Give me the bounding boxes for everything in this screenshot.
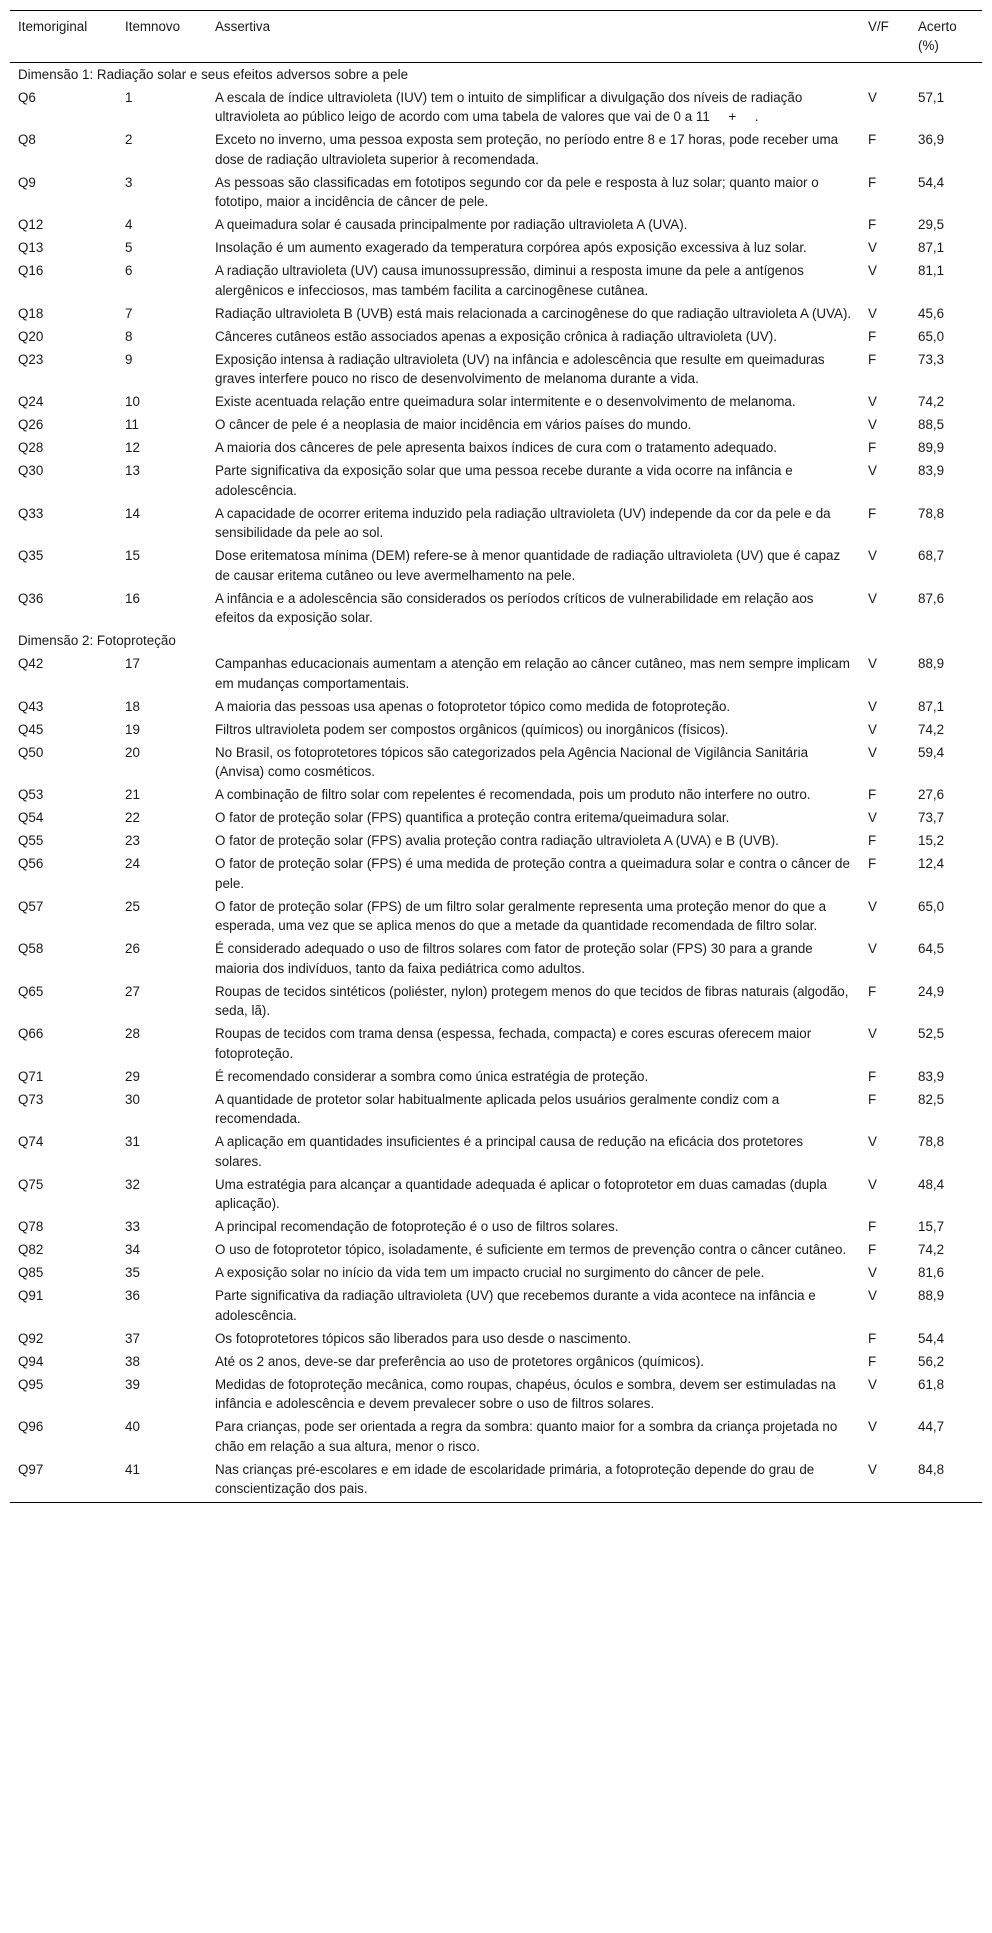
table-container <box>10 10 982 1503</box>
cell-true-false: V <box>868 305 877 321</box>
table-row <box>10 1239 982 1262</box>
cell-statement: Existe acentuada relação entre queimadura solar intermitente e o desenvolvimento de melanoma. <box>215 394 796 410</box>
cell-true-false: F <box>868 351 877 367</box>
cell-true-false: V <box>868 417 877 433</box>
cell-item-new: 27 <box>125 983 140 999</box>
table-row <box>10 391 982 414</box>
cell-statement: O fator de proteção solar (FPS) de um filtro solar geralmente representa uma proteção menor do que a esperada, uma vez que se aplica menos do que a metade da quantidade recomendada de filtro solar. <box>215 898 827 934</box>
table-row <box>10 1173 982 1216</box>
cell-statement: O fator de proteção solar (FPS) é uma medida de proteção contra a queimadura solar e contra o câncer de pele. <box>215 856 850 891</box>
cell-true-false: F <box>868 1219 877 1235</box>
cell-true-false: F <box>868 983 877 999</box>
cell-item-original: Q33 <box>18 505 44 521</box>
header-accuracy: Acerto (%) <box>910 11 982 63</box>
cell-accuracy: 15,2 <box>918 833 945 849</box>
cell-accuracy: 88,9 <box>918 656 945 672</box>
cell-true-false: F <box>868 1242 877 1258</box>
cell-true-false: V <box>868 1265 877 1281</box>
cell-statement: Insolação é um aumento exagerado da temperatura corpórea após exposição excessiva à luz solar. <box>215 240 807 256</box>
cell-item-new: 41 <box>117 1458 207 1502</box>
cell-statement: A escala de índice ultravioleta (IUV) tem o intuito de simplificar a divulgação dos níveis de radiação ultravioleta ao público leigo de acordo com uma tabela de valores que vai de 0 a 11 + . <box>215 89 803 125</box>
cell-accuracy: 27,6 <box>918 787 945 803</box>
cell-accuracy: 73,3 <box>918 351 945 367</box>
table-row <box>10 853 982 896</box>
cell-accuracy: 84,8 <box>910 1458 982 1502</box>
cell-accuracy: 87,1 <box>918 698 945 714</box>
cell-accuracy: 81,6 <box>918 1265 945 1281</box>
table-row <box>10 980 982 1023</box>
table-row <box>10 718 982 741</box>
cell-item-original: Q43 <box>18 698 44 714</box>
cell-accuracy: 83,9 <box>918 1068 945 1084</box>
cell-item-new: 23 <box>125 833 140 849</box>
cell-item-new: 37 <box>125 1330 140 1346</box>
cell-item-original: Q57 <box>18 898 44 914</box>
cell-item-original: Q85 <box>18 1265 44 1281</box>
table-row <box>10 325 982 348</box>
cell-accuracy: 65,0 <box>918 328 945 344</box>
cell-accuracy: 57,1 <box>918 89 945 105</box>
table-row <box>10 171 982 214</box>
cell-statement: A combinação de filtro solar com repelentes é recomendada, pois um produto não interfere no outro. <box>215 787 811 803</box>
cell-item-original: Q26 <box>18 417 44 433</box>
table-row <box>10 502 982 545</box>
cell-item-original: Q24 <box>18 394 44 410</box>
cell-accuracy: 74,2 <box>918 1242 945 1258</box>
cell-true-false: F <box>868 217 877 233</box>
cell-item-original: Q58 <box>18 941 44 957</box>
cell-statement: Até os 2 anos, deve-se dar preferência ao uso de protetores orgânicos (químicos). <box>215 1353 705 1369</box>
cell-accuracy: 83,9 <box>918 463 945 479</box>
cell-accuracy: 68,7 <box>918 548 945 564</box>
cell-true-false: V <box>868 1376 877 1392</box>
cell-item-new: 6 <box>125 263 133 279</box>
cell-item-original: Q12 <box>18 217 44 233</box>
table-row <box>10 807 982 830</box>
cell-accuracy: 78,8 <box>918 1134 945 1150</box>
table-row <box>10 237 982 260</box>
table-row <box>10 1458 982 1502</box>
cell-item-new: 4 <box>125 217 133 233</box>
cell-item-original: Q74 <box>18 1134 44 1150</box>
cell-accuracy: 52,5 <box>918 1026 945 1042</box>
cell-item-original: Q55 <box>18 833 44 849</box>
cell-statement: Roupas de tecidos sintéticos (poliéster, nylon) protegem menos do que tecidos de fibras naturais (algodão, seda, lã). <box>215 983 849 1019</box>
cell-statement: Os fotoprotetores tópicos são liberados para uso desde o nascimento. <box>215 1330 632 1346</box>
cell-statement: Radiação ultravioleta B (UVB) está mais relacionada a carcinogênese do que radiação ultravioleta A (UVA). <box>215 305 852 321</box>
cell-item-original: Q73 <box>18 1091 44 1107</box>
cell-item-original: Q16 <box>18 263 44 279</box>
cell-item-original: Q56 <box>18 856 44 872</box>
cell-true-false: V <box>868 1176 877 1192</box>
cell-accuracy: 36,9 <box>918 132 945 148</box>
cell-item-new: 24 <box>125 856 140 872</box>
cell-item-original: Q91 <box>18 1288 44 1304</box>
cell-item-original: Q54 <box>18 810 44 826</box>
cell-statement: Exposição intensa à radiação ultravioleta (UV) na infância e adolescência que resulte em queimaduras graves interfere pouco no risco de desenvolvimento de melanoma durante a vida. <box>215 351 825 387</box>
cell-accuracy: 73,7 <box>918 810 945 826</box>
table-row <box>10 129 982 172</box>
cell-true-false: V <box>868 810 877 826</box>
table-row <box>10 784 982 807</box>
cell-accuracy: 54,4 <box>918 1330 945 1346</box>
cell-true-false: F <box>868 1068 877 1084</box>
header-item-new: Itemnovo <box>117 11 207 63</box>
cell-item-original: Q96 <box>18 1419 44 1435</box>
cell-item-new: 40 <box>125 1419 140 1435</box>
cell-statement: A maioria das pessoas usa apenas o fotoprotetor tópico como medida de fotoproteção. <box>215 698 731 714</box>
cell-true-false: F <box>868 1091 877 1107</box>
table-row <box>10 695 982 718</box>
cell-accuracy: 88,5 <box>918 417 945 433</box>
cell-item-original: Q18 <box>18 305 44 321</box>
cell-item-new: 12 <box>125 440 140 456</box>
cell-statement: A quantidade de protetor solar habitualmente aplicada pelos usuários geralmente condiz com a recomendada. <box>215 1091 780 1127</box>
cell-item-new: 20 <box>125 744 140 760</box>
cell-statement: Parte significativa da radiação ultravioleta (UV) que recebemos durante a vida acontece na infância e adolescência. <box>215 1288 816 1323</box>
cell-item-new: 29 <box>125 1068 140 1084</box>
cell-statement: É considerado adequado o uso de filtros solares com fator de proteção solar (FPS) 30 para a grande maioria dos indivíduos, tanto da faixa pediátrica como adultos. <box>215 941 813 976</box>
table-row <box>10 1065 982 1088</box>
cell-item-new: 32 <box>125 1176 140 1192</box>
cell-item-new: 13 <box>125 463 140 479</box>
table-row <box>10 437 982 460</box>
cell-accuracy: 87,6 <box>918 590 945 606</box>
cell-true-false: F <box>868 440 877 456</box>
table-row <box>10 1131 982 1174</box>
table-body <box>10 63 982 1503</box>
header-true-false: V/F <box>860 11 910 63</box>
cell-item-original: Q94 <box>18 1353 44 1369</box>
cell-item-original: Q50 <box>18 744 44 760</box>
table-row <box>10 1416 982 1459</box>
cell-item-original: Q30 <box>18 463 44 479</box>
cell-true-false: V <box>868 1134 877 1150</box>
cell-statement: O câncer de pele é a neoplasia de maior incidência em vários países do mundo. <box>215 417 692 433</box>
cell-item-new: 10 <box>125 394 140 410</box>
cell-item-new: 21 <box>125 787 140 803</box>
cell-item-original: Q13 <box>18 240 44 256</box>
cell-accuracy: 56,2 <box>918 1353 945 1369</box>
cell-true-false: V <box>868 1026 877 1042</box>
cell-item-new: 36 <box>125 1288 140 1304</box>
cell-item-new: 17 <box>125 656 140 672</box>
section-title: Dimensão 2: Fotoproteção <box>18 633 176 649</box>
table-row <box>10 302 982 325</box>
cell-item-new: 3 <box>125 174 133 190</box>
section-title: Dimensão 1: Radiação solar e seus efeitos adversos sobre a pele <box>18 66 409 82</box>
table-row <box>10 587 982 630</box>
cell-item-new: 22 <box>125 810 140 826</box>
cell-statement: Campanhas educacionais aumentam a atenção em relação ao câncer cutâneo, mas nem sempre implicam em mudanças comportamentais. <box>215 656 850 691</box>
table-row <box>10 1262 982 1285</box>
cell-statement: É recomendado considerar a sombra como única estratégia de proteção. <box>215 1068 649 1084</box>
cell-accuracy: 29,5 <box>918 217 945 233</box>
table-row <box>10 938 982 981</box>
table-row <box>10 1088 982 1131</box>
data-table <box>10 10 982 1503</box>
cell-statement: Exceto no inverno, uma pessoa exposta sem proteção, no período entre 8 e 17 horas, pode receber uma dose de radiação ultravioleta superior à recomendada. <box>215 132 839 167</box>
cell-true-false: V <box>868 89 877 105</box>
cell-item-original: Q23 <box>18 351 44 367</box>
table-row <box>10 545 982 588</box>
cell-true-false: F <box>868 174 877 190</box>
cell-statement: A maioria dos cânceres de pele apresenta baixos índices de cura com o tratamento adequado. <box>215 440 778 456</box>
cell-statement: A infância e a adolescência são considerados os períodos críticos de vulnerabilidade em relação aos efeitos da exposição solar. <box>215 590 814 626</box>
cell-item-original: Q97 <box>10 1458 117 1502</box>
cell-item-new: 28 <box>125 1026 140 1042</box>
cell-accuracy: 45,6 <box>918 305 945 321</box>
cell-statement: Roupas de tecidos com trama densa (espessa, fechada, compacta) e cores escuras oferecem maior fotoproteção. <box>215 1026 812 1061</box>
cell-item-original: Q8 <box>18 132 36 148</box>
table-row <box>10 348 982 391</box>
table-row <box>10 895 982 938</box>
cell-statement: O fator de proteção solar (FPS) avalia proteção contra radiação ultravioleta A (UVA) e B (UVB). <box>215 833 779 849</box>
cell-statement: Nas crianças pré-escolares e em idade de escolaridade primária, a fotoproteção depende do grau de conscientização dos pais. <box>207 1458 860 1502</box>
cell-item-new: 25 <box>125 898 140 914</box>
cell-true-false: V <box>868 744 877 760</box>
cell-statement: As pessoas são classificadas em fototipos segundo cor da pele e resposta à luz solar; quanto maior o fototipo, maior a incidência de câncer de pele. <box>215 174 819 210</box>
cell-accuracy: 61,8 <box>918 1376 945 1392</box>
cell-true-false: F <box>868 1330 877 1346</box>
cell-item-original: Q20 <box>18 328 44 344</box>
cell-item-original: Q45 <box>18 721 44 737</box>
cell-true-false: V <box>868 240 877 256</box>
cell-accuracy: 24,9 <box>918 983 945 999</box>
cell-statement: A exposição solar no início da vida tem um impacto crucial no surgimento do câncer de pele. <box>215 1265 765 1281</box>
table-row <box>10 1023 982 1066</box>
cell-true-false: F <box>868 1353 877 1369</box>
cell-item-original: Q36 <box>18 590 44 606</box>
cell-statement: No Brasil, os fotoprotetores tópicos são categorizados pela Agência Nacional de Vigilância Sanitária (Anvisa) como cosméticos. <box>215 744 809 780</box>
cell-item-original: Q95 <box>18 1376 44 1392</box>
cell-true-false: V <box>868 590 877 606</box>
cell-item-new: 18 <box>125 698 140 714</box>
cell-item-original: Q28 <box>18 440 44 456</box>
cell-accuracy: 82,5 <box>918 1091 945 1107</box>
table-row <box>10 1350 982 1373</box>
cell-accuracy: 74,2 <box>918 394 945 410</box>
table-row <box>10 1216 982 1239</box>
table-row <box>10 741 982 784</box>
cell-item-original: Q92 <box>18 1330 44 1346</box>
cell-item-new: 35 <box>125 1265 140 1281</box>
cell-accuracy: 44,7 <box>918 1419 945 1435</box>
cell-item-new: 38 <box>125 1353 140 1369</box>
cell-item-original: Q6 <box>18 89 36 105</box>
cell-accuracy: 74,2 <box>918 721 945 737</box>
cell-true-false: F <box>868 328 877 344</box>
table-row <box>10 414 982 437</box>
cell-item-new: 9 <box>125 351 133 367</box>
header-row <box>10 11 982 63</box>
cell-item-new: 26 <box>125 941 140 957</box>
cell-item-new: 39 <box>125 1376 140 1392</box>
cell-accuracy: 15,7 <box>918 1219 945 1235</box>
cell-true-false: V <box>868 394 877 410</box>
cell-item-new: 16 <box>125 590 140 606</box>
cell-statement: Parte significativa da exposição solar que uma pessoa recebe durante a vida ocorre na infância e adolescência. <box>215 463 793 498</box>
cell-item-new: 15 <box>125 548 140 564</box>
cell-true-false: F <box>868 833 877 849</box>
cell-statement: O fator de proteção solar (FPS) quantifica a proteção contra eritema/queimadura solar. <box>215 810 730 826</box>
cell-accuracy: 89,9 <box>918 440 945 456</box>
cell-statement: A principal recomendação de fotoproteção é o uso de filtros solares. <box>215 1219 619 1235</box>
cell-true-false: V <box>868 721 877 737</box>
table-row <box>10 214 982 237</box>
cell-statement: Medidas de fotoproteção mecânica, como roupas, chapéus, óculos e sombra, devem ser estimuladas na infância e adolescência e devem prevalecer sobre o uso de filtros solares. <box>215 1376 836 1412</box>
cell-item-original: Q75 <box>18 1176 44 1192</box>
header-statement: Assertiva <box>207 11 860 63</box>
cell-true-false: V <box>868 548 877 564</box>
cell-item-original: Q66 <box>18 1026 44 1042</box>
cell-true-false: F <box>868 787 877 803</box>
cell-true-false: V <box>860 1458 910 1502</box>
cell-item-new: 11 <box>125 417 139 433</box>
cell-true-false: V <box>868 463 877 479</box>
cell-item-new: 19 <box>125 721 140 737</box>
table-row <box>10 1327 982 1350</box>
cell-statement: Filtros ultravioleta podem ser compostos orgânicos (químicos) ou inorgânicos (físicos). <box>215 721 729 737</box>
cell-item-original: Q42 <box>18 656 44 672</box>
cell-accuracy: 88,9 <box>918 1288 945 1304</box>
cell-true-false: V <box>868 656 877 672</box>
table-row <box>10 1285 982 1328</box>
table-header <box>10 11 982 63</box>
table-row <box>10 1373 982 1416</box>
cell-true-false: F <box>868 856 877 872</box>
cell-true-false: V <box>868 1288 877 1304</box>
cell-statement: Cânceres cutâneos estão associados apenas a exposição crônica à radiação ultravioleta (UV). <box>215 328 777 344</box>
cell-statement: A radiação ultravioleta (UV) causa imunossupressão, diminui a resposta imune da pele a antígenos alergênicos e infecciosos, mas também facilita a carcinogênese cutânea. <box>215 263 804 298</box>
cell-true-false: F <box>868 132 877 148</box>
cell-item-original: Q65 <box>18 983 44 999</box>
cell-accuracy: 65,0 <box>918 898 945 914</box>
header-item-original: Itemoriginal <box>10 11 117 63</box>
cell-statement: Dose eritematosa mínima (DEM) refere-se à menor quantidade de radiação ultravioleta (UV) que é capaz de causar eritema cutâneo ou leve avermelhamento na pele. <box>215 548 841 583</box>
section-row <box>10 63 982 87</box>
cell-statement: Para crianças, pode ser orientada a regra da sombra: quanto maior for a sombra da criança projetada no chão em relação a sua altura, menor o risco. <box>215 1419 838 1454</box>
cell-item-new: 2 <box>125 132 133 148</box>
cell-item-new: 1 <box>125 89 133 105</box>
cell-item-original: Q71 <box>18 1068 44 1084</box>
cell-statement: A queimadura solar é causada principalmente por radiação ultravioleta A (UVA). <box>215 217 688 233</box>
cell-statement: O uso de fotoprotetor tópico, isoladamente, é suficiente em termos de prevenção contra o câncer cutâneo. <box>215 1242 847 1258</box>
cell-accuracy: 64,5 <box>918 941 945 957</box>
cell-statement: A aplicação em quantidades insuficientes é a principal causa de redução na eficácia dos protetores solares. <box>215 1134 804 1169</box>
cell-item-new: 31 <box>125 1134 140 1150</box>
cell-statement: A capacidade de ocorrer eritema induzido pela radiação ultravioleta (UV) independe da cor da pele e da sensibilidade da pele ao sol. <box>215 505 831 541</box>
cell-accuracy: 78,8 <box>918 505 945 521</box>
cell-item-new: 33 <box>125 1219 140 1235</box>
cell-item-original: Q53 <box>18 787 44 803</box>
cell-item-original: Q78 <box>18 1219 44 1235</box>
cell-accuracy: 81,1 <box>918 263 945 279</box>
cell-accuracy: 54,4 <box>918 174 945 190</box>
cell-true-false: V <box>868 898 877 914</box>
table-row <box>10 86 982 129</box>
cell-item-new: 5 <box>125 240 133 256</box>
cell-item-new: 34 <box>125 1242 140 1258</box>
cell-true-false: V <box>868 698 877 714</box>
cell-true-false: V <box>868 263 877 279</box>
cell-item-original: Q82 <box>18 1242 44 1258</box>
cell-item-new: 7 <box>125 305 133 321</box>
cell-accuracy: 48,4 <box>918 1176 945 1192</box>
table-row <box>10 830 982 853</box>
cell-item-new: 30 <box>125 1091 140 1107</box>
cell-item-original: Q35 <box>18 548 44 564</box>
section-row <box>10 630 982 653</box>
table-row <box>10 460 982 503</box>
cell-true-false: V <box>868 1419 877 1435</box>
cell-accuracy: 87,1 <box>918 240 945 256</box>
cell-item-original: Q9 <box>18 174 36 190</box>
cell-true-false: V <box>868 941 877 957</box>
table-row <box>10 260 982 303</box>
cell-item-new: 14 <box>125 505 140 521</box>
table-row <box>10 653 982 696</box>
cell-true-false: F <box>868 505 877 521</box>
cell-accuracy: 12,4 <box>918 856 945 872</box>
cell-accuracy: 59,4 <box>918 744 945 760</box>
cell-item-new: 8 <box>125 328 133 344</box>
cell-statement: Uma estratégia para alcançar a quantidade adequada é aplicar o fotoprotetor em duas camadas (dupla aplicação). <box>215 1176 827 1212</box>
